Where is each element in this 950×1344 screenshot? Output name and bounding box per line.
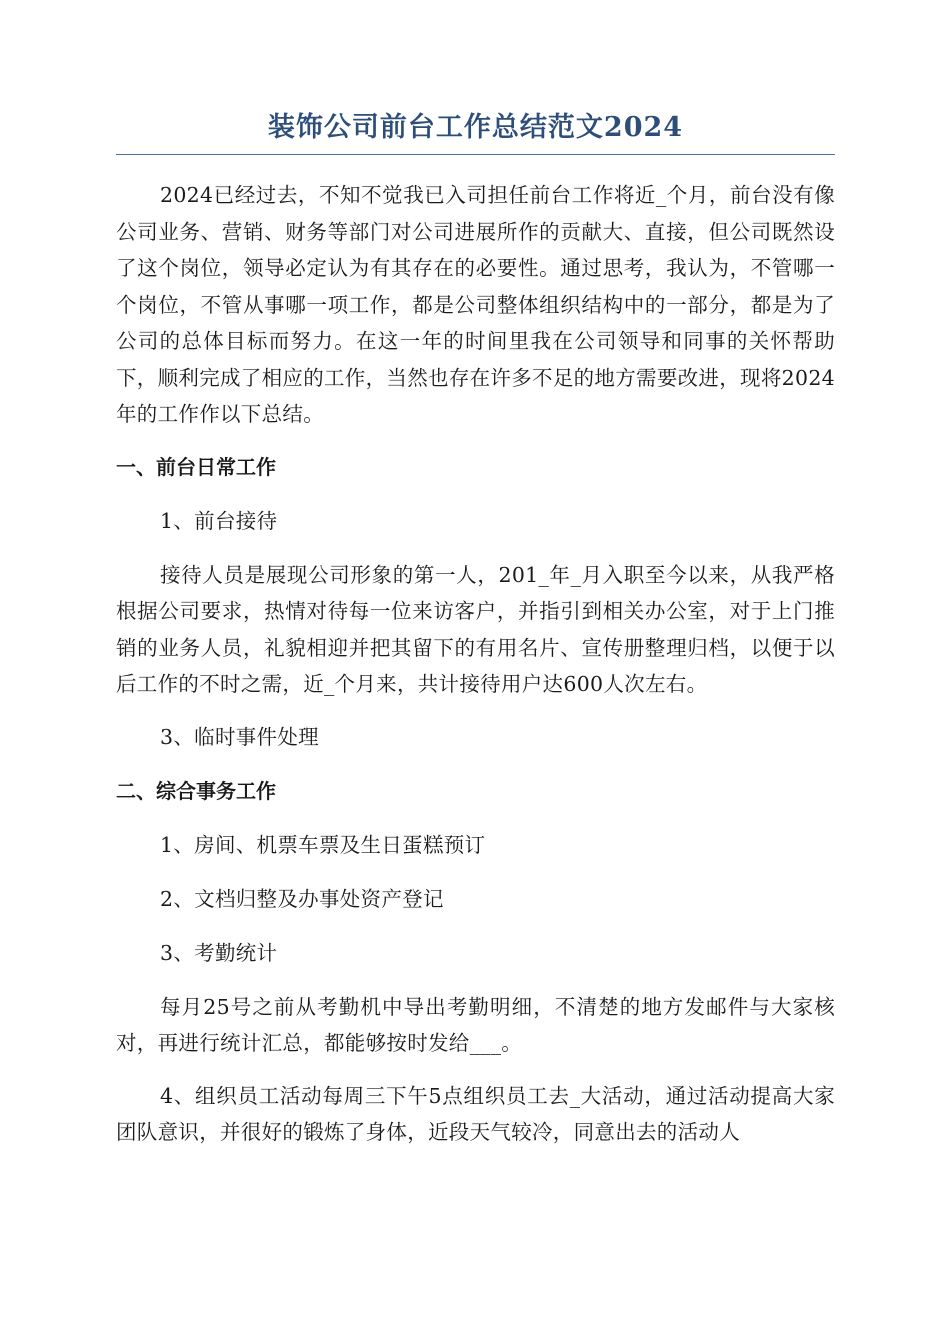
subheading-attendance: 3、考勤统计 <box>160 940 278 965</box>
intro-paragraph: 2024已经过去，不知不觉我已入司担任前台工作将近_个月，前台没有像公司业务、营销、财务等部门对公司进展所作的贡献大、直接，但公司既然设了这个岗位，领导必定认为有其存在的必要性。通过思考，我认为，不管哪一个岗位，不管从事哪一项工作，都是公司整体组织结构中的一部分，都是为了公司的总体目标而努力。在这一年的时间里我在公司领导和同事的关怀帮助下，顺利完成了相应的工作，当然也存在许多不足的地方需要改进，现将2024年的工作作以下总结。 <box>116 183 835 426</box>
subheading-reception: 1、前台接待 <box>160 508 278 533</box>
document-title: 装饰公司前台工作总结范文2024 <box>267 112 684 143</box>
title-underline <box>116 154 835 155</box>
subheading-booking: 1、房间、机票车票及生日蛋糕预订 <box>160 832 486 857</box>
reception-paragraph: 接待人员是展现公司形象的第一人，201_年_月入职至今以来，从我严格根据公司要求，热情对待每一位来访客户，并指引到相关办公室，对于上门推销的业务人员，礼貌相迎并把其留下的有用名片、宣传册整理归档，以便于以后工作的不时之需，近_个月来，共计接待用户达600人次左右。 <box>116 562 835 696</box>
section-heading-general-affairs: 二、综合事务工作 <box>116 778 276 803</box>
subheading-filing: 2、文档归整及办事处资产登记 <box>160 886 444 911</box>
activities-paragraph: 4、组织员工活动每周三下午5点组织员工去_大活动，通过活动提高大家团队意识，并很好的锻炼了身体，近段天气较冷，同意出去的活动人 <box>116 1083 835 1144</box>
subheading-incident-handling: 3、临时事件处理 <box>160 724 319 749</box>
document-page <box>116 108 835 1167</box>
section-heading-daily-work: 一、前台日常工作 <box>116 454 276 479</box>
attendance-paragraph: 每月25号之前从考勤机中导出考勤明细，不清楚的地方发邮件与大家核对，再进行统计汇总，都能够按时发给___。 <box>116 994 835 1055</box>
